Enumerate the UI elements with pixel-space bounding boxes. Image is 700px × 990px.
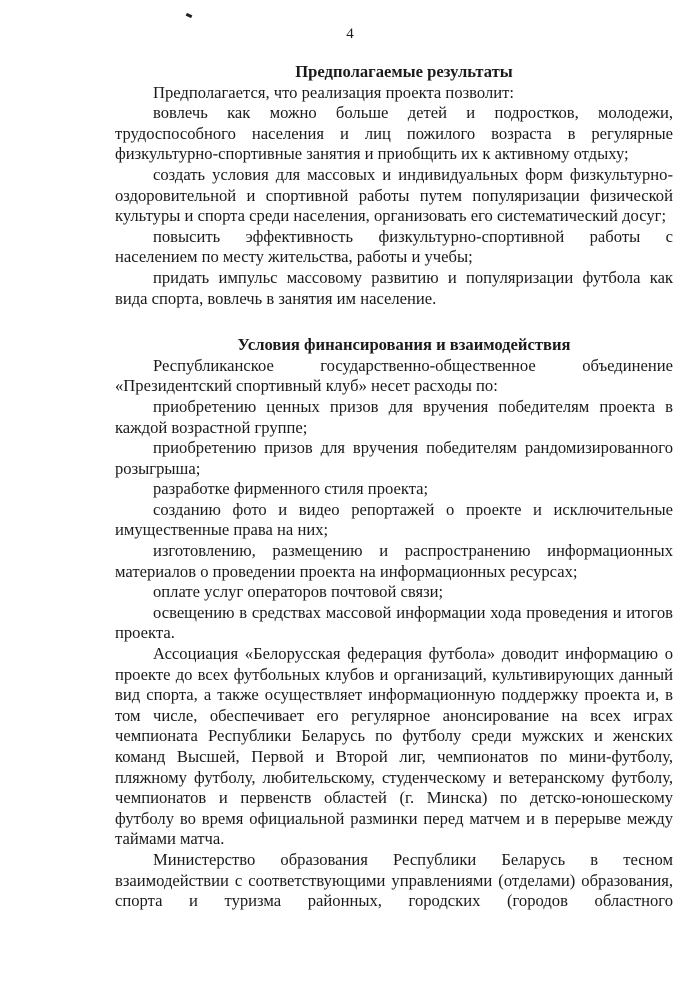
federation-paragraph: Ассоциация «Белорусская федерация футбола» доводит информацию о проекте до всех футбольных клубов и организаций, культивирующих данный вид спорта, а также осуществляет информационную поддержку проекта и, в том числе, обеспечивает его регулярное анонсирование на всех играх чемпионата Республики Беларусь по футболу среди мужских и женских команд Высшей, Первой и Второй лиг, чемпионатов по мини-футболу, пляжному футболу, любительскому, студенческому и ветеранскому футболу, чемпионатов и первенств областей (г. Минска) по детско-юношескому футболу во время официальной разминки перед матчем и в перерыве между таймами матча. (115, 644, 673, 849)
financing-item: освещению в средствах массовой информации хода проведения и итогов проекта. (115, 602, 673, 643)
document-body (115, 62, 673, 912)
section-heading-financing: Условия финансирования и взаимодействия (237, 335, 571, 355)
financing-item: разработке фирменного стиля проекта; (153, 479, 429, 499)
results-intro: Предполагается, что реализация проекта позволит: (153, 82, 514, 102)
financing-intro: Республиканское государственно-общественное объединение «Президентский спортивный клуб» несет расходы по: (115, 355, 673, 396)
scan-mark (186, 13, 193, 18)
results-item: вовлечь как можно больше детей и подростков, молодежи, трудоспособного населения и лиц пожилого возраста в регулярные физкультурно-спортивные занятия и приобщить их к активному отдыху; (115, 103, 673, 164)
financing-item: созданию фото и видео репортажей о проекте и исключительные имущественные права на них; (115, 499, 673, 540)
financing-item: приобретению призов для вручения победителям рандомизированного розыгрыша; (115, 438, 673, 478)
page-number: 4 (346, 26, 354, 42)
results-item: создать условия для массовых и индивидуальных форм физкультурно-оздоровительной и спортивной работы путем популяризации физической культуры и спорта среди населения, организовать его систематический досуг; (115, 164, 673, 226)
results-item: придать импульс массовому развитию и популяризации футбола как вида спорта, вовлечь в занятия им население. (115, 267, 673, 308)
section-heading-results: Предполагаемые результаты (295, 62, 513, 81)
results-item: повысить эффективность физкультурно-спортивной работы с населением по месту жительства, работы и учебы; (115, 226, 673, 267)
financing-item: приобретению ценных призов для вручения победителям проекта в каждой возрастной группе; (115, 396, 673, 437)
ministry-paragraph: Министерство образования Республики Беларусь в тесном взаимодействии с соответствующими управлениями (отделами) образования, спорта и туризма районных, городских (городов областного (115, 849, 673, 911)
financing-item: оплате услуг операторов почтовой связи; (153, 582, 444, 602)
financing-item: изготовлению, размещению и распространению информационных материалов о проведении проекта на информационных ресурсах; (115, 541, 673, 581)
